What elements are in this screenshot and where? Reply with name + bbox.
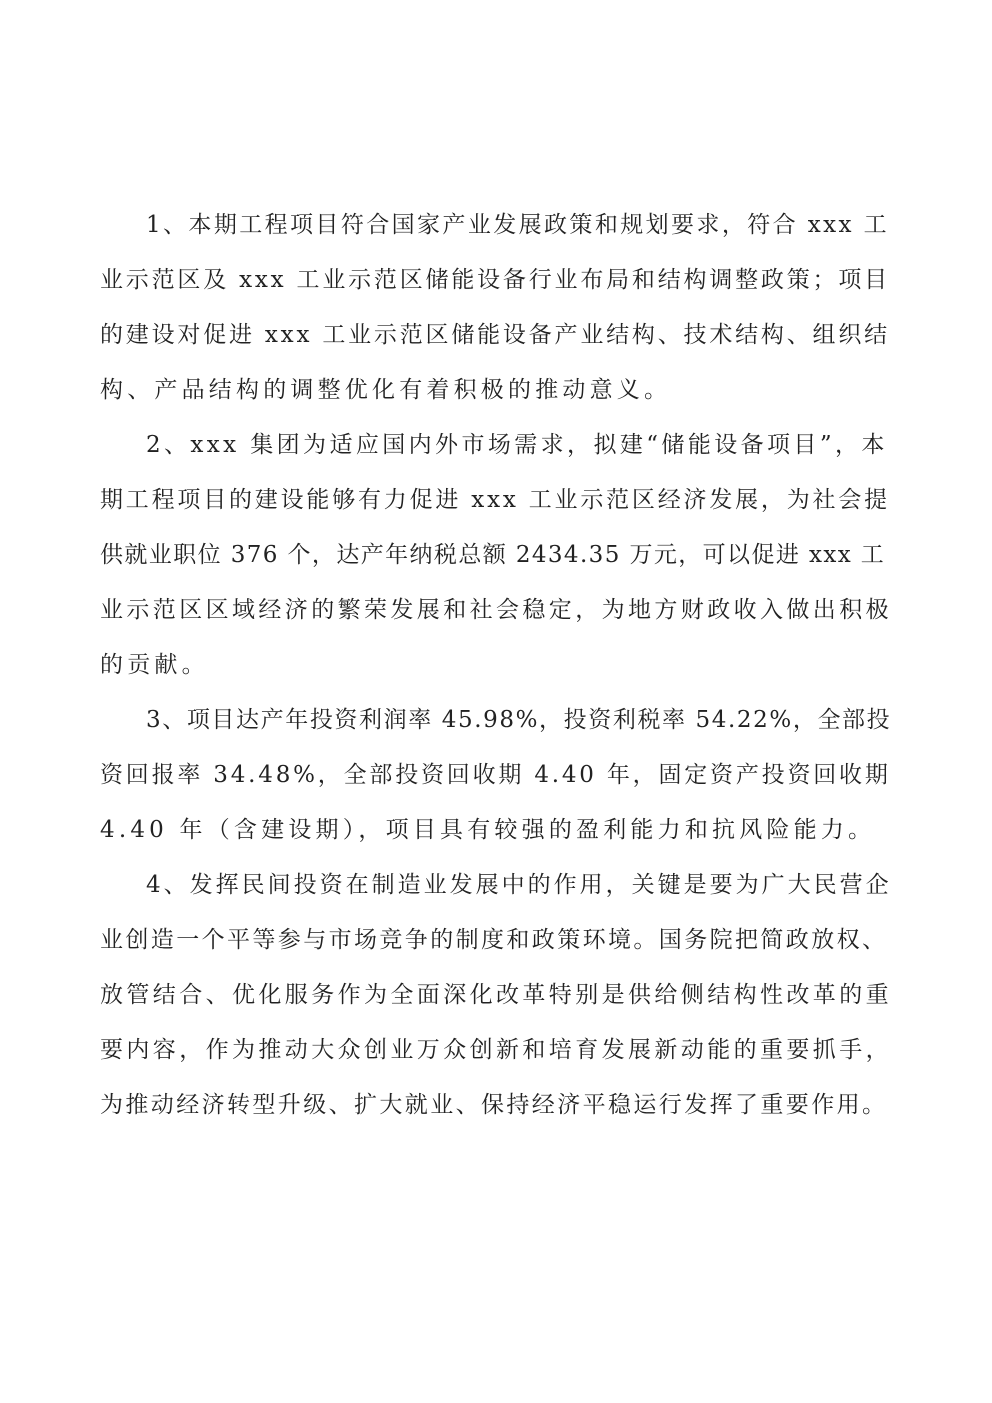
text-line: 的贡献。 bbox=[100, 652, 209, 678]
text-line: 放管结合、优化服务作为全面深化改革特别是供给侧结构性改革的重 bbox=[100, 982, 892, 1008]
text-line: 4、发挥民间投资在制造业发展中的作用，关键是要为广大民营企 bbox=[146, 872, 892, 898]
text-line: 4.40 年（含建设期），项目具有较强的盈利能力和抗风险能力。 bbox=[100, 817, 876, 843]
text-line: 为推动经济转型升级、扩大就业、保持经济平稳运行发挥了重要作用。 bbox=[100, 1092, 888, 1118]
text-line: 业示范区区域经济的繁荣发展和社会稳定，为地方财政收入做出积极 bbox=[100, 597, 892, 623]
paragraph-2 bbox=[100, 418, 892, 693]
text-line: 构、产品结构的调整优化有着积极的推动意义。 bbox=[100, 377, 672, 403]
text-line: 3、项目达产年投资利润率 45.98%，投资利税率 54.22%，全部投 bbox=[146, 707, 892, 733]
document-body bbox=[100, 198, 892, 1133]
paragraph-1 bbox=[100, 198, 892, 418]
text-line: 业创造一个平等参与市场竞争的制度和政策环境。国务院把简政放权、 bbox=[100, 927, 888, 953]
text-line: 2、xxx 集团为适应国内外市场需求，拟建“储能设备项目”，本 bbox=[146, 432, 888, 458]
text-line: 资回报率 34.48%，全部投资回收期 4.40 年，固定资产投资回收期 bbox=[100, 762, 891, 788]
text-line: 供就业职位 376 个，达产年纳税总额 2434.35 万元，可以促进 xxx 工 bbox=[100, 542, 886, 568]
text-line: 的建设对促进 xxx 工业示范区储能设备产业结构、技术结构、组织结 bbox=[100, 322, 890, 348]
text-line: 1、本期工程项目符合国家产业发展政策和规划要求，符合 xxx 工 bbox=[146, 212, 889, 238]
text-line: 业示范区及 xxx 工业示范区储能设备行业布局和结构调整政策；项目 bbox=[100, 267, 890, 293]
text-line: 期工程项目的建设能够有力促进 xxx 工业示范区经济发展，为社会提 bbox=[100, 487, 890, 513]
text-line: 要内容，作为推动大众创业万众创新和培育发展新动能的重要抓手， bbox=[100, 1037, 892, 1063]
paragraph-4 bbox=[100, 858, 892, 1133]
paragraph-3 bbox=[100, 693, 892, 858]
